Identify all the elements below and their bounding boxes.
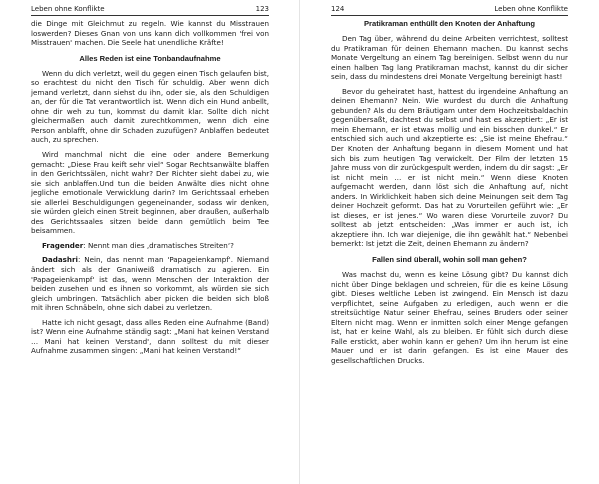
left-paragraph-1: die Dinge mit Gleichmut zu regeln. Wie kannst du Misstrauen loswerden? Dieses Gnan von uns kann dich vollkommen 'frei von Misstrauen' machen. Die Seele hat unendliche Kräfte!	[31, 19, 269, 48]
left-section-heading: Alles Reden ist eine Tonbandaufnahme	[79, 53, 221, 63]
question-paragraph	[31, 241, 269, 251]
answer-text: : Nein, das nennt man 'Papageienkampf'. Niemand ändert sich als der Gnaniweiß dramatisch zu agieren. Ein 'Papageienkampf' ist das, wenn Menschen der Interaktion der beiden zusehen und es ihnen so vorkommt, als würden sie sich gleich umbringen. Tatsächlich aber picken die beiden sich bloß mit ihren Schnäbeln, ohne sich dabei zu verletzen.	[31, 255, 269, 313]
left-paragraph-2: Wenn du dich verletzt, weil du gegen einen Tisch gelaufen bist, so erachtest du nicht den Tisch für schuldig. Aber wenn dich jemand verletzt, dann siehst du ihn, oder sie, als den Schuldigen an, der für die Tat verantwortlich ist. Wenn dich ein Hund anbellt, ohne dir weh zu tun, kommst du damit klar. Sollte dich nicht gleichermaßen auch damit zurechtkommen, wenn dich eine Person anblafft, ohne dir Schaden zuzufügen? Anblaffen bedeutet auch, zu sprechen.	[31, 68, 269, 145]
left-page-number: 123	[255, 5, 269, 13]
right-running-header	[331, 5, 568, 16]
right-page	[299, 0, 599, 484]
left-page	[0, 0, 299, 484]
right-section-heading-1: Pratikraman enthüllt den Knoten der Anhaftung	[363, 19, 535, 28]
left-header-title: Leben ohne Konflikte	[31, 5, 105, 13]
left-paragraph-4: Hatte ich nicht gesagt, dass alles Reden eine Aufnahme (Band) ist? Wenn eine Aufnahme ständig sagt: „Mani hat keinen Verstand … Mani hat keinen Verstand', dann solltest du mit dieser Aufnahme zusammen singen: „Mani hat keinen Verstand!“	[31, 317, 269, 356]
right-page-number: 124	[331, 5, 345, 13]
left-running-header	[31, 5, 269, 16]
questioner-label: Fragender	[42, 240, 84, 250]
right-header-title: Leben ohne Konflikte	[494, 5, 568, 13]
right-section-heading-2: Fallen sind überall, wohin soll man gehen?	[372, 255, 527, 265]
question-text: : Nennt man dies ‚dramatisches Streiten‘?	[83, 240, 234, 250]
left-paragraph-3: Wird manchmal nicht die eine oder andere Bemerkung gemacht: „Diese Frau keift sehr viel“ Sogar Rechtsanwälte blaffen in den Gerichtssälen, nicht wahr? Der Richter sieht dabei zu, wie sie sich anblaffen.Und tun die beiden Anwälte dies nicht ohne jegliche emotionale Verwicklung darin? Im Gerichtssaal erheben sie allerlei Beschuldigungen gegeneinander, sodass wir denken, sie würden gleich einen Streit beginnen, aber draußen, außerhalb des Gerichtssaales sitzen beide dann gemütlich beim Tee beisammen.	[31, 150, 269, 236]
dadashri-label: Dadashri	[42, 255, 78, 265]
answer-paragraph	[31, 255, 269, 312]
right-paragraph-1: Den Tag über, während du deine Arbeiten verrichtest, solltest du Pratikraman für deinen Ehemann machen. Du kannst sechs Monate Vergeltung an einem Tag bereinigen. Selbst wenn du nur einen halben Tag lang Pratikraman machst, kannst du dir sicher sein, dass du mindestens drei Monate Vergeltung bereinigt hast!	[331, 34, 568, 82]
right-paragraph-3: Was machst du, wenn es keine Lösung gibt? Du kannst dich nicht über Dinge beklagen und schreien, für die es keine Lösung gibt. Dieses weltliche Leben ist zwingend. Ein Mensch ist dazu verpflichtet, seine Aufgaben zu erledigen, auch wenn er die streitsüchtige Natur seiner Ehefrau, seines Bruders oder seiner Eltern nicht mag. Wenn er inmitten solch einer Menge gefangen ist, hat er keine Wahl, als zu bleiben. Er fühlt sich durch diese Falle erstickt, aber wohin kann er gehen? Um ihn herum ist eine Mauer und er ist darin gefangen. Es ist eine Mauer des gesellschaftlichen Drucks.	[331, 270, 568, 365]
right-paragraph-2: Bevor du geheiratet hast, hattest du irgendeine Anhaftung an deinen Ehemann? Nein. Wie wurdest du durch die Anhaftung gebunden? Als du dem Bräutigam unter dem Hochzeitsbaldachin gegenübersaßt, dachtest du selbst und hast es akzeptiert: „Er ist mein Ehemann, er ist etwas mollig und ein bisschen dunkel.“ Er entschied sich auch und akzeptierte es: „Sie ist meine Ehefrau.“ Der Knoten der Anhaftung begann in diesem Moment und hat sich bis zum heutigen Tag verwickelt. Der Film der letzten 15 Jahre muss von dir zurückgespult werden, indem du dir sagst: „Er ist nicht mein … er ist nicht mein.“ Wenn diese Knoten aufgemacht werden, dann löst sich die Anhaftung auf, nicht anders. In Wirklichkeit haben sich deine Meinungen seit dem Tag deiner Hochzeit geformt. Das hat zu Vorurteilen geführt wie: „Er ist dieses, er ist jenes.“ Wo waren diese Vorurteile zuvor? Du solltest ab jetzt entscheiden: „Was immer er auch ist, ich akzeptiere ihn. Ich war diejenige, die ihn gewählt hat.“ Nebenbei bemerkt: Ist jetzt die Zeit, deinen Ehemann zu ändern?	[331, 86, 568, 249]
